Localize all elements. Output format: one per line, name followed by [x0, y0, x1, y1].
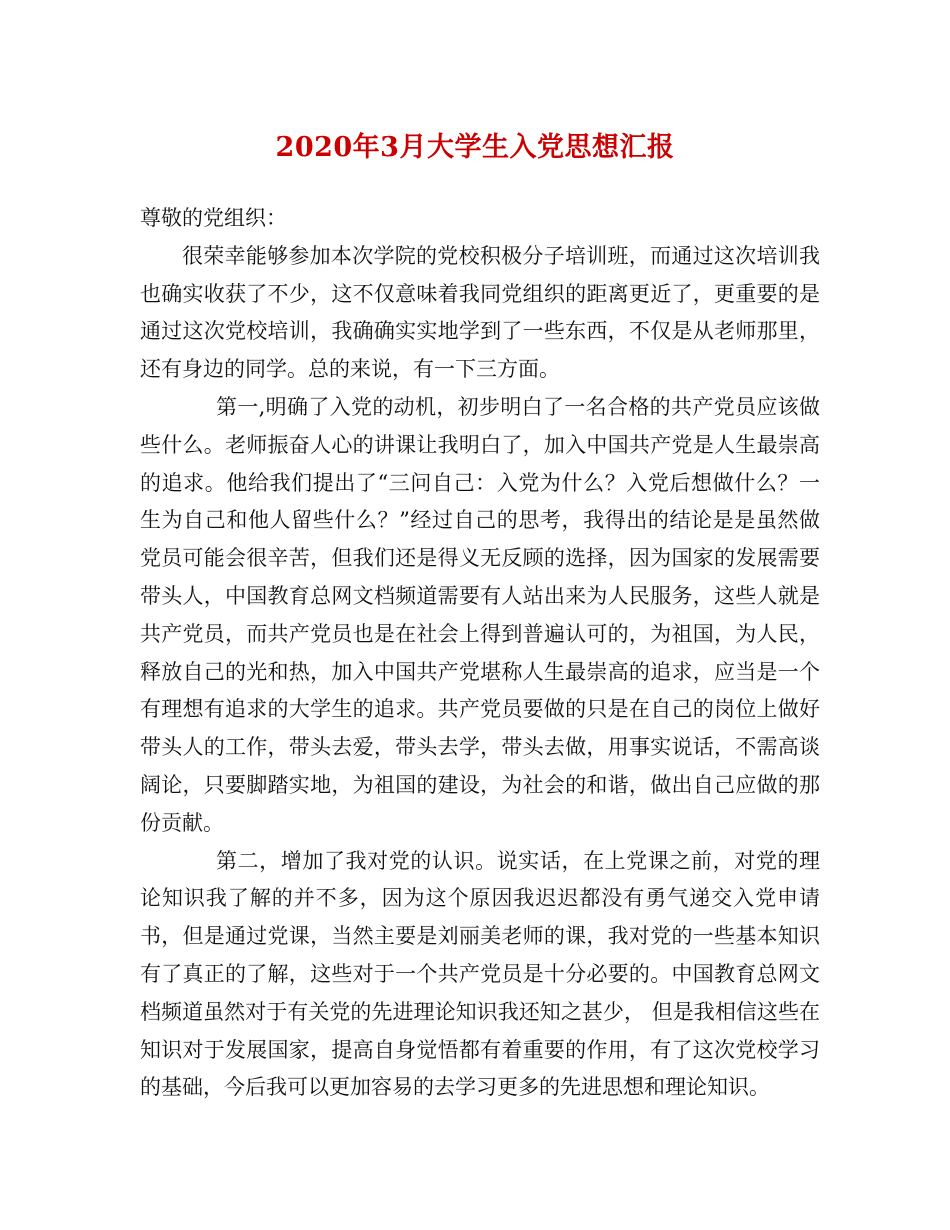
salutation: 尊敬的党组织：	[140, 206, 287, 230]
paragraph-second-point: 第二，增加了我对党的认识。说实话，在上党课之前，对党的理论知识我了解的并不多，因为这个原因我迟迟都没有勇气递交入党申请书，但是通过党课，当然主要是刘丽美老师的课，我对党的一些基本知识有了真正的了解，这些对于一个共产党员是十分必要的。中国教育总网文档频道虽然对于有关党的先进理论知识我还知之甚少， 但是我相信这些在知识对于发展国家，提高自身觉悟都有着重要的作用，有了这次党校学习的基础，今后我可以更加容易的去学习更多的先进思想和理论知识。	[140, 848, 820, 1100]
paragraph-first-point: 第一,明确了入党的动机，初步明白了一名合格的共产党员应该做些什么。老师振奋人心的讲课让我明白了，加入中国共产党是人生最崇高的追求。他给我们提出了“三问自己：入党为什么？入党后想做什么？一生为自己和他人留些什么？”经过自己的思考，我得出的结论是是虽然做党员可能会很辛苦，但我们还是得义无反顾的选择，因为国家的发展需要带头人，中国教育总网文档频道需要有人站出来为人民服务，这些人就是共产党员，而共产党员也是在社会上得到普遍认可的，为祖国，为人民，释放自己的光和热，加入中国共产党堪称人生最崇高的追求，应当是一个有理想有追求的大学生的追求。共产党员要做的只是在自己的岗位上做好带头人的工作，带头去爱，带头去学，带头去做，用事实说话，不需高谈阔论，只要脚踏实地，为祖国的建设，为社会的和谐，做出自己应做的那份贡献。	[140, 394, 820, 835]
document-title: 2020年3月大学生入党思想汇报	[275, 132, 675, 163]
document-body	[140, 200, 820, 1107]
paragraph-intro: 很荣幸能够参加本次学院的党校积极分子培训班，而通过这次培训我也确实收获了不少，这不仅意味着我同党组织的距离更近了，更重要的是通过这次党校培训，我确确实实地学到了一些东西，不仅是从老师那里，还有身边的同学。总的来说，有一下三方面。	[140, 243, 820, 382]
